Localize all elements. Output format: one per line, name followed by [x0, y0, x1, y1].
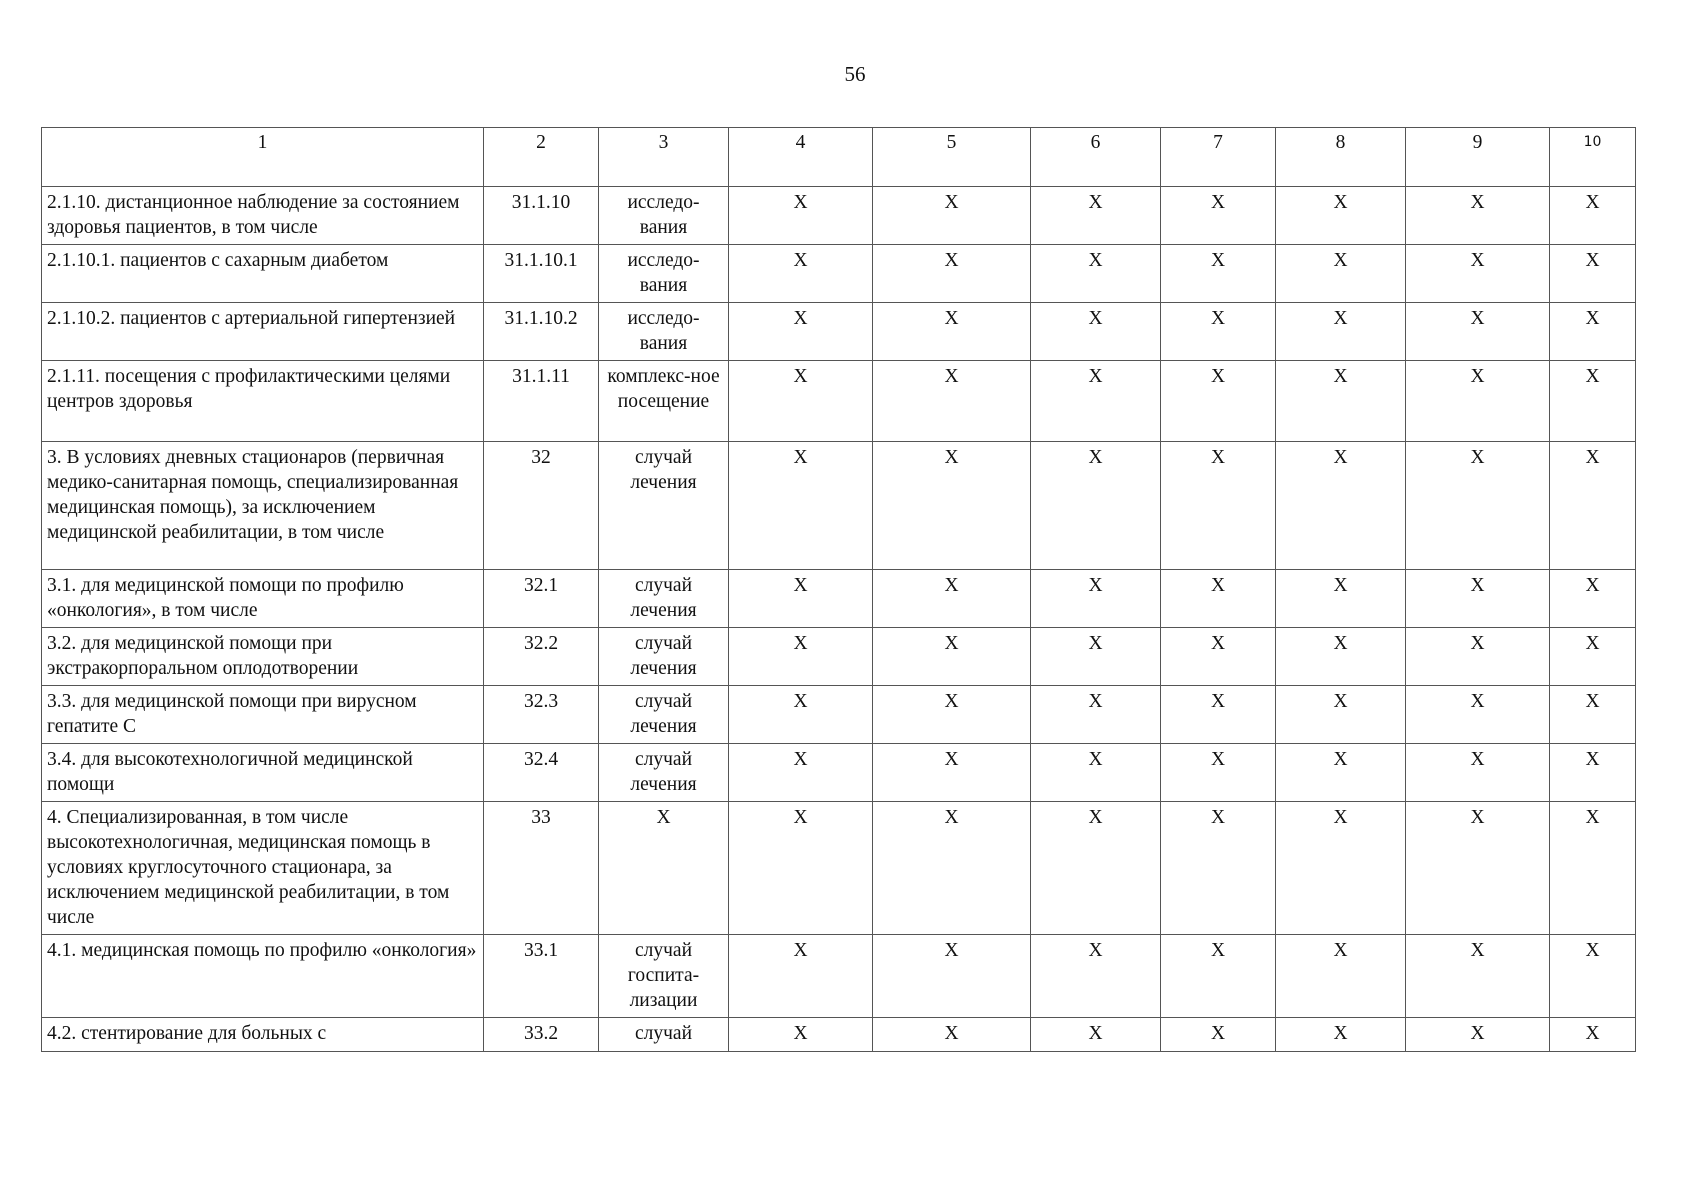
row-unit-cell: Х: [599, 802, 729, 935]
row-value-cell: Х: [1550, 303, 1636, 361]
row-value-cell: Х: [873, 1018, 1031, 1052]
row-value-cell: Х: [1406, 744, 1550, 802]
row-value-cell: Х: [1161, 442, 1276, 570]
row-unit-cell: случай лечения: [599, 628, 729, 686]
row-name-cell: 2.1.11. посещения с профилактическими целями центров здоровья: [42, 361, 484, 442]
row-value-cell: Х: [873, 935, 1031, 1018]
row-value-cell: Х: [1550, 628, 1636, 686]
row-value-cell: Х: [1161, 570, 1276, 628]
row-value-cell: Х: [1406, 303, 1550, 361]
row-value-cell: Х: [1406, 802, 1550, 935]
row-value-cell: Х: [729, 442, 873, 570]
row-code-cell: 33.2: [484, 1018, 599, 1052]
table-row: [42, 802, 1636, 935]
row-value-cell: Х: [1031, 935, 1161, 1018]
row-value-cell: Х: [729, 570, 873, 628]
row-value-cell: Х: [1031, 361, 1161, 442]
table-header-row: [42, 128, 1636, 187]
row-name-cell: 4.1. медицинская помощь по профилю «онкология»: [42, 935, 484, 1018]
row-code-cell: 31.1.11: [484, 361, 599, 442]
row-value-cell: Х: [1161, 187, 1276, 245]
row-value-cell: Х: [729, 187, 873, 245]
column-header: 4: [729, 128, 873, 187]
row-value-cell: Х: [1031, 802, 1161, 935]
row-code-cell: 33.1: [484, 935, 599, 1018]
row-name-cell: 4. Специализированная, в том числе высокотехнологичная, медицинская помощь в условиях круглосуточного стационара, за исключением медицинской реабилитации, в том числе: [42, 802, 484, 935]
row-code-cell: 32.3: [484, 686, 599, 744]
column-header: 2: [484, 128, 599, 187]
row-unit-cell: случай лечения: [599, 570, 729, 628]
column-header: 3: [599, 128, 729, 187]
row-unit-cell: случай лечения: [599, 744, 729, 802]
row-value-cell: Х: [1550, 361, 1636, 442]
row-value-cell: Х: [1276, 245, 1406, 303]
row-unit-cell: исследо-вания: [599, 245, 729, 303]
table-row: [42, 187, 1636, 245]
row-value-cell: Х: [1031, 628, 1161, 686]
table-row: [42, 744, 1636, 802]
column-header: 9: [1406, 128, 1550, 187]
row-value-cell: Х: [1031, 686, 1161, 744]
row-name-cell: 2.1.10.2. пациентов с артериальной гипертензией: [42, 303, 484, 361]
table-row: [42, 245, 1636, 303]
row-value-cell: Х: [1031, 1018, 1161, 1052]
row-name-cell: 3. В условиях дневных стационаров (первичная медико-санитарная помощь, специализированная медицинская помощь), за исключением медицинской реабилитации, в том числе: [42, 442, 484, 570]
row-value-cell: Х: [1276, 935, 1406, 1018]
row-unit-cell: комплекс-ное посещение: [599, 361, 729, 442]
row-unit-cell: случай госпита-лизации: [599, 935, 729, 1018]
row-value-cell: Х: [1276, 686, 1406, 744]
row-unit-cell: случай: [599, 1018, 729, 1052]
column-header: 6: [1031, 128, 1161, 187]
table-row: [42, 570, 1636, 628]
row-value-cell: Х: [1276, 802, 1406, 935]
row-value-cell: Х: [1550, 187, 1636, 245]
table-row: [42, 303, 1636, 361]
row-unit-cell: исследо-вания: [599, 303, 729, 361]
row-value-cell: Х: [729, 245, 873, 303]
row-value-cell: Х: [1031, 744, 1161, 802]
row-value-cell: Х: [1161, 245, 1276, 303]
row-value-cell: Х: [729, 744, 873, 802]
row-value-cell: Х: [1161, 935, 1276, 1018]
row-unit-cell: случай лечения: [599, 442, 729, 570]
row-value-cell: Х: [873, 187, 1031, 245]
row-name-cell: 3.1. для медицинской помощи по профилю «онкология», в том числе: [42, 570, 484, 628]
row-unit-cell: случай лечения: [599, 686, 729, 744]
row-code-cell: 31.1.10.1: [484, 245, 599, 303]
row-value-cell: Х: [1406, 245, 1550, 303]
row-value-cell: Х: [1276, 1018, 1406, 1052]
row-value-cell: Х: [873, 628, 1031, 686]
row-value-cell: Х: [1276, 628, 1406, 686]
row-code-cell: 32.2: [484, 628, 599, 686]
row-value-cell: Х: [1276, 187, 1406, 245]
row-value-cell: Х: [1550, 245, 1636, 303]
document-table: [41, 127, 1636, 1052]
table-row: [42, 686, 1636, 744]
row-value-cell: Х: [1276, 442, 1406, 570]
row-value-cell: Х: [1550, 802, 1636, 935]
row-value-cell: Х: [729, 1018, 873, 1052]
table-body: [42, 187, 1636, 1052]
row-value-cell: Х: [1161, 361, 1276, 442]
row-value-cell: Х: [1161, 744, 1276, 802]
row-value-cell: Х: [729, 686, 873, 744]
row-code-cell: 32: [484, 442, 599, 570]
row-value-cell: Х: [1406, 1018, 1550, 1052]
row-value-cell: Х: [873, 303, 1031, 361]
row-value-cell: Х: [1550, 935, 1636, 1018]
row-value-cell: Х: [729, 935, 873, 1018]
row-value-cell: Х: [1550, 686, 1636, 744]
row-value-cell: Х: [1550, 1018, 1636, 1052]
row-code-cell: 31.1.10: [484, 187, 599, 245]
table-row: [42, 442, 1636, 570]
row-value-cell: Х: [873, 686, 1031, 744]
row-value-cell: Х: [873, 245, 1031, 303]
row-value-cell: Х: [1550, 744, 1636, 802]
row-name-cell: 2.1.10. дистанционное наблюдение за состоянием здоровья пациентов, в том числе: [42, 187, 484, 245]
row-name-cell: 3.2. для медицинской помощи при экстракорпоральном оплодотворении: [42, 628, 484, 686]
row-value-cell: Х: [729, 361, 873, 442]
table-row: [42, 628, 1636, 686]
row-value-cell: Х: [1550, 442, 1636, 570]
row-value-cell: Х: [1031, 245, 1161, 303]
row-value-cell: Х: [1031, 442, 1161, 570]
row-value-cell: Х: [1406, 570, 1550, 628]
row-value-cell: Х: [1161, 686, 1276, 744]
row-value-cell: Х: [729, 628, 873, 686]
row-name-cell: 4.2. стентирование для больных с: [42, 1018, 484, 1052]
table-row: [42, 1018, 1636, 1052]
row-value-cell: Х: [1276, 361, 1406, 442]
table-row: [42, 361, 1636, 442]
row-value-cell: Х: [1406, 361, 1550, 442]
row-value-cell: Х: [1031, 570, 1161, 628]
row-value-cell: Х: [1406, 686, 1550, 744]
row-value-cell: Х: [1406, 935, 1550, 1018]
row-value-cell: Х: [1161, 802, 1276, 935]
row-value-cell: Х: [1031, 303, 1161, 361]
row-value-cell: Х: [873, 802, 1031, 935]
row-value-cell: Х: [1406, 187, 1550, 245]
row-value-cell: Х: [873, 744, 1031, 802]
column-header: 8: [1276, 128, 1406, 187]
row-value-cell: Х: [729, 802, 873, 935]
row-value-cell: Х: [1161, 628, 1276, 686]
row-value-cell: Х: [729, 303, 873, 361]
page-number: 56: [844, 62, 866, 86]
column-header: 1: [42, 128, 484, 187]
column-header: 7: [1161, 128, 1276, 187]
row-name-cell: 3.3. для медицинской помощи при вирусном гепатите С: [42, 686, 484, 744]
row-value-cell: Х: [1550, 570, 1636, 628]
row-value-cell: Х: [873, 570, 1031, 628]
row-value-cell: Х: [873, 361, 1031, 442]
row-value-cell: Х: [1406, 628, 1550, 686]
row-unit-cell: исследо-вания: [599, 187, 729, 245]
row-value-cell: Х: [1276, 570, 1406, 628]
table-row: [42, 935, 1636, 1018]
row-code-cell: 33: [484, 802, 599, 935]
row-value-cell: Х: [1276, 744, 1406, 802]
row-value-cell: Х: [1406, 442, 1550, 570]
column-header: 5: [873, 128, 1031, 187]
row-code-cell: 31.1.10.2: [484, 303, 599, 361]
row-code-cell: 32.1: [484, 570, 599, 628]
row-value-cell: Х: [873, 442, 1031, 570]
row-name-cell: 3.4. для высокотехнологичной медицинской помощи: [42, 744, 484, 802]
row-value-cell: Х: [1276, 303, 1406, 361]
row-code-cell: 32.4: [484, 744, 599, 802]
row-value-cell: Х: [1161, 1018, 1276, 1052]
row-value-cell: Х: [1031, 187, 1161, 245]
row-value-cell: Х: [1161, 303, 1276, 361]
column-header: 10: [1550, 128, 1636, 187]
row-name-cell: 2.1.10.1. пациентов с сахарным диабетом: [42, 245, 484, 303]
